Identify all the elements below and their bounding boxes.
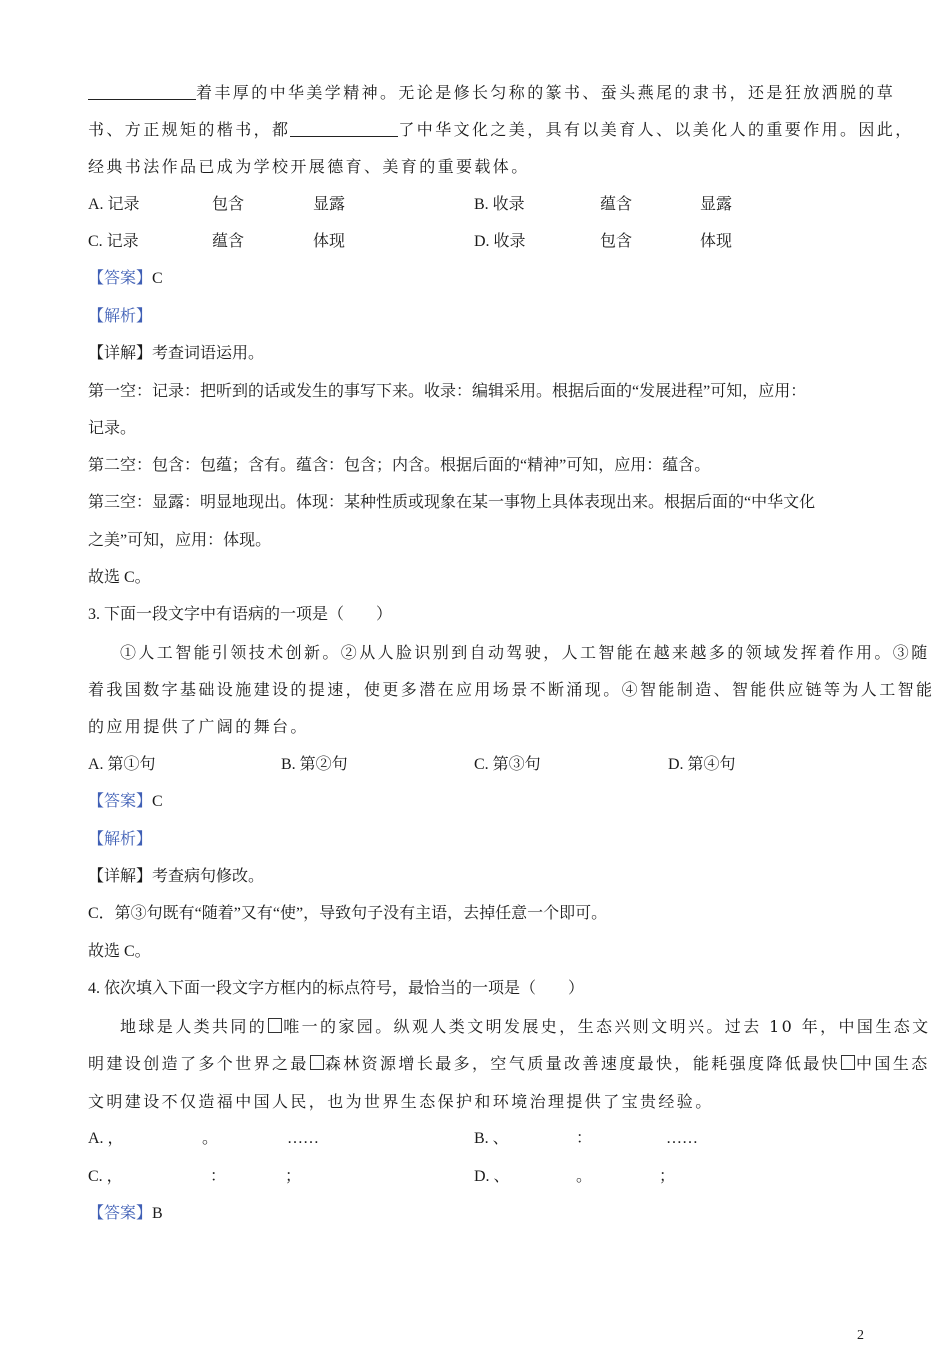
q2-explanation-1: 第一空：记录：把听到的话或发生的事写下来。收录：编辑采用。根据后面的“发展进程”可知，应用： bbox=[88, 383, 807, 400]
q3-passage-line-1: ①人工智能引领技术创新。②从人脸识别到自动驾驶，人工智能在越来越多的领域发挥着作用。③随 bbox=[120, 643, 930, 662]
q4-option-a-p2: 。 bbox=[202, 1130, 219, 1147]
q4-option-c-p2: ： bbox=[210, 1168, 227, 1185]
q2-option-c-w2: 蕴含 bbox=[212, 233, 245, 250]
q2-option-b-w2: 蕴含 bbox=[600, 196, 633, 213]
q4-option-d-p2: 。 bbox=[576, 1168, 593, 1185]
q2-line-3: 经典书法作品已成为学校开展德育、美育的重要载体。 bbox=[88, 157, 530, 176]
q2-explanation-3: 第三空：显露：明显地现出。体现：某种性质或现象在某一事物上具体表现出来。根据后面的“中华文化 bbox=[88, 494, 816, 511]
q3-detail: 【详解】考查病句修改。 bbox=[88, 868, 265, 885]
punctuation-box-2 bbox=[310, 1055, 324, 1070]
q3-option-a: A. 第①句 bbox=[88, 756, 156, 773]
q4-option-c-p3: ； bbox=[285, 1168, 302, 1185]
q4-passage-line-2: 明建设创造了多个世界之最 森林资源增长最多，空气质量改善速度最快，能耗强度降低最快 中国生态 bbox=[88, 1054, 930, 1073]
q3-option-b: B. 第②句 bbox=[281, 756, 348, 773]
q2-option-b-label: B. 收录 bbox=[474, 196, 525, 213]
q4-option-b-label: B. 、 bbox=[474, 1130, 509, 1147]
punctuation-box-1 bbox=[268, 1018, 282, 1033]
q4-option-b-p3: …… bbox=[666, 1130, 698, 1147]
q2-option-d-label: D. 收录 bbox=[474, 233, 526, 250]
q2-option-d-w3: 体现 bbox=[700, 233, 733, 250]
q4-option-a-p3: …… bbox=[287, 1130, 319, 1147]
q2-detail: 【详解】考查词语运用。 bbox=[88, 345, 265, 362]
q2-analysis-heading: 【解析】 bbox=[88, 308, 153, 325]
punctuation-box-3 bbox=[841, 1055, 855, 1070]
q4-passage-line-3: 文明建设不仅造福中国人民，也为世界生态保护和环境治理提供了宝贵经验。 bbox=[88, 1092, 714, 1111]
q2-option-a-w2: 包含 bbox=[212, 196, 245, 213]
q4-option-a-label: A. ， bbox=[88, 1130, 124, 1147]
q2-option-a-w3: 显露 bbox=[313, 196, 346, 213]
q4-option-d-label: D. 、 bbox=[474, 1168, 510, 1185]
q4-passage-line-1: 地球是人类共同的 唯一的家园。纵观人类文明发展史，生态兴则文明兴。过去 10 年，中国生态文 bbox=[120, 1017, 931, 1036]
q3-conclusion: 故选 C。 bbox=[88, 943, 151, 960]
page-number: 2 bbox=[857, 1328, 864, 1343]
blank-3 bbox=[290, 120, 398, 137]
q2-explanation-1b: 记录。 bbox=[88, 420, 137, 437]
q2-explanation-3b: 之美”可知，应用：体现。 bbox=[88, 532, 272, 549]
q2-line-2: 书、方正规矩的楷书，都 了中华文化之美，具有以美育人、以美化人的重要作用。因此， bbox=[88, 120, 914, 139]
q2-option-c-label: C. 记录 bbox=[88, 233, 139, 250]
q2-option-c-w3: 体现 bbox=[313, 233, 346, 250]
q2-option-d-w2: 包含 bbox=[600, 233, 633, 250]
q2-conclusion: 故选 C。 bbox=[88, 569, 151, 586]
q4-answer: 【答案】B bbox=[88, 1205, 163, 1222]
q3-analysis-heading: 【解析】 bbox=[88, 831, 153, 848]
q2-option-a-label: A. 记录 bbox=[88, 196, 140, 213]
q2-answer: 【答案】C bbox=[88, 270, 163, 287]
q4-stem: 4. 依次填入下面一段文字方框内的标点符号，最恰当的一项是（ ） bbox=[88, 980, 585, 997]
q3-option-d: D. 第④句 bbox=[668, 756, 736, 773]
q2-option-b-w3: 显露 bbox=[700, 196, 733, 213]
q3-option-c: C. 第③句 bbox=[474, 756, 541, 773]
blank-1 bbox=[88, 83, 196, 100]
q4-option-c-label: C. ， bbox=[88, 1168, 123, 1185]
q3-stem: 3. 下面一段文字中有语病的一项是（ ） bbox=[88, 606, 393, 623]
q3-passage-line-3: 的应用提供了广阔的舞台。 bbox=[88, 717, 309, 736]
q3-explanation: C．第③句既有“随着”又有“使”，导致句子没有主语，去掉任意一个即可。 bbox=[88, 905, 608, 922]
q3-answer: 【答案】C bbox=[88, 793, 163, 810]
q4-option-d-p3: ； bbox=[659, 1168, 676, 1185]
q3-passage-line-2: 着我国数字基础设施建设的提速，使更多潜在应用场景不断涌现。④智能制造、智能供应链等为人工智能 bbox=[88, 680, 935, 699]
q2-line-1: 着丰厚的中华美学精神。无论是修长匀称的篆书、蚕头燕尾的隶书，还是狂放洒脱的草 bbox=[88, 83, 895, 103]
q2-explanation-2: 第二空：包含：包蕴；含有。蕴含：包含；内含。根据后面的“精神”可知，应用：蕴含。 bbox=[88, 457, 711, 474]
q4-option-b-p2: ： bbox=[576, 1130, 593, 1147]
